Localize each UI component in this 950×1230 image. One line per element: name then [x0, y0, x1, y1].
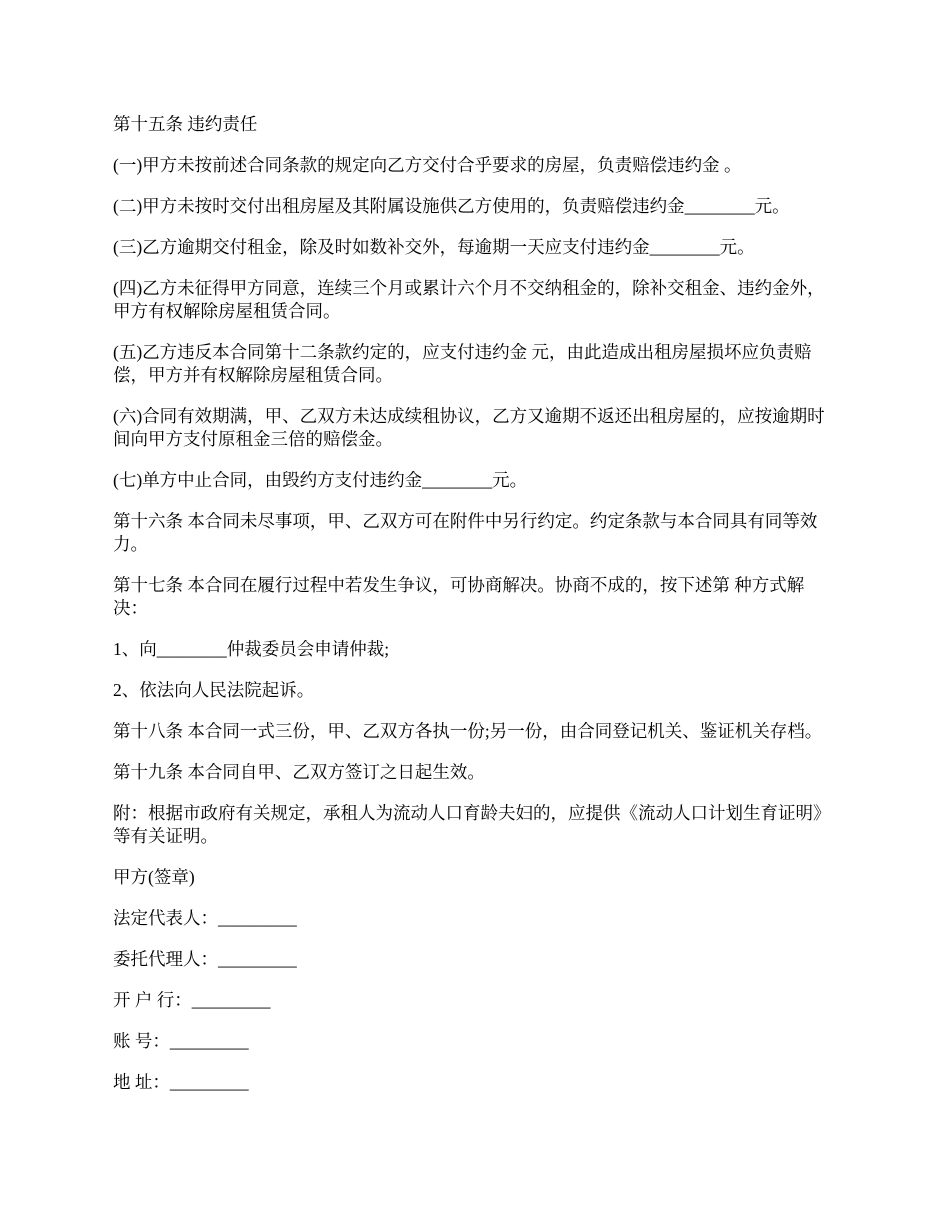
clause-15-3: (三)乙方逾期交付租金，除及时如数补交外，每逾期一天应支付违约金________元。 [113, 237, 755, 257]
appendix-note: 附：根据市政府有关规定，承租人为流动人口育龄夫妇的，应提供《流动人口计划生育证明》等有关证明。 [113, 803, 831, 846]
address-field: 地 址：_________ [113, 1072, 249, 1092]
article-17: 第十七条 本合同在履行过程中若发生争议，可协商解决。协商不成的，按下述第 种方式解决： [113, 575, 805, 618]
article-19: 第十九条 本合同自甲、乙双方签订之日起生效。 [113, 762, 485, 782]
authorized-agent-field: 委托代理人：_________ [113, 949, 297, 969]
account-field: 账 号：_________ [113, 1031, 249, 1051]
article-15-heading: 第十五条 违约责任 [113, 114, 258, 134]
article-16: 第十六条 本合同未尽事项，甲、乙双方可在附件中另行约定。约定条款与本合同具有同等效力。 [113, 511, 818, 554]
clause-15-7: (七)单方中止合同，由毁约方支付违约金________元。 [113, 470, 528, 490]
bank-field: 开 户 行：_________ [113, 990, 271, 1010]
party-a-signature: 甲方(签章) [113, 867, 195, 887]
clause-15-4: (四)乙方未征得甲方同意，连续三个月或累计六个月不交纳租金的，除补交租金、违约金外，甲方有权解除房屋租赁合同。 [113, 278, 825, 321]
dispute-option-2: 2、依法向人民法院起诉。 [113, 680, 315, 700]
clause-15-1: (一)甲方未按前述合同条款的规定向乙方交付合乎要求的房屋，负责赔偿违约金 。 [113, 155, 742, 175]
document-page [113, 113, 837, 1112]
clause-15-6: (六)合同有效期满，甲、乙双方未达成续租协议，乙方又逾期不返还出租房屋的，应按逾期时间向甲方支付原租金三倍的赔偿金。 [113, 406, 825, 449]
clause-15-2: (二)甲方未按时交付出租房屋及其附属设施供乙方使用的，负责赔偿违约金________元。 [113, 196, 790, 216]
legal-representative-field: 法定代表人：_________ [113, 908, 297, 928]
clause-15-5: (五)乙方违反本合同第十二条款约定的，应支付违约金 元，由此造成出租房屋损坏应负责赔偿，甲方并有权解除房屋租赁合同。 [113, 342, 812, 385]
article-18: 第十八条 本合同一式三份，甲、乙双方各执一份;另一份，由合同登记机关、鉴证机关存档。 [113, 721, 823, 741]
dispute-option-1: 1、向________仲裁委员会申请仲裁; [113, 639, 390, 659]
